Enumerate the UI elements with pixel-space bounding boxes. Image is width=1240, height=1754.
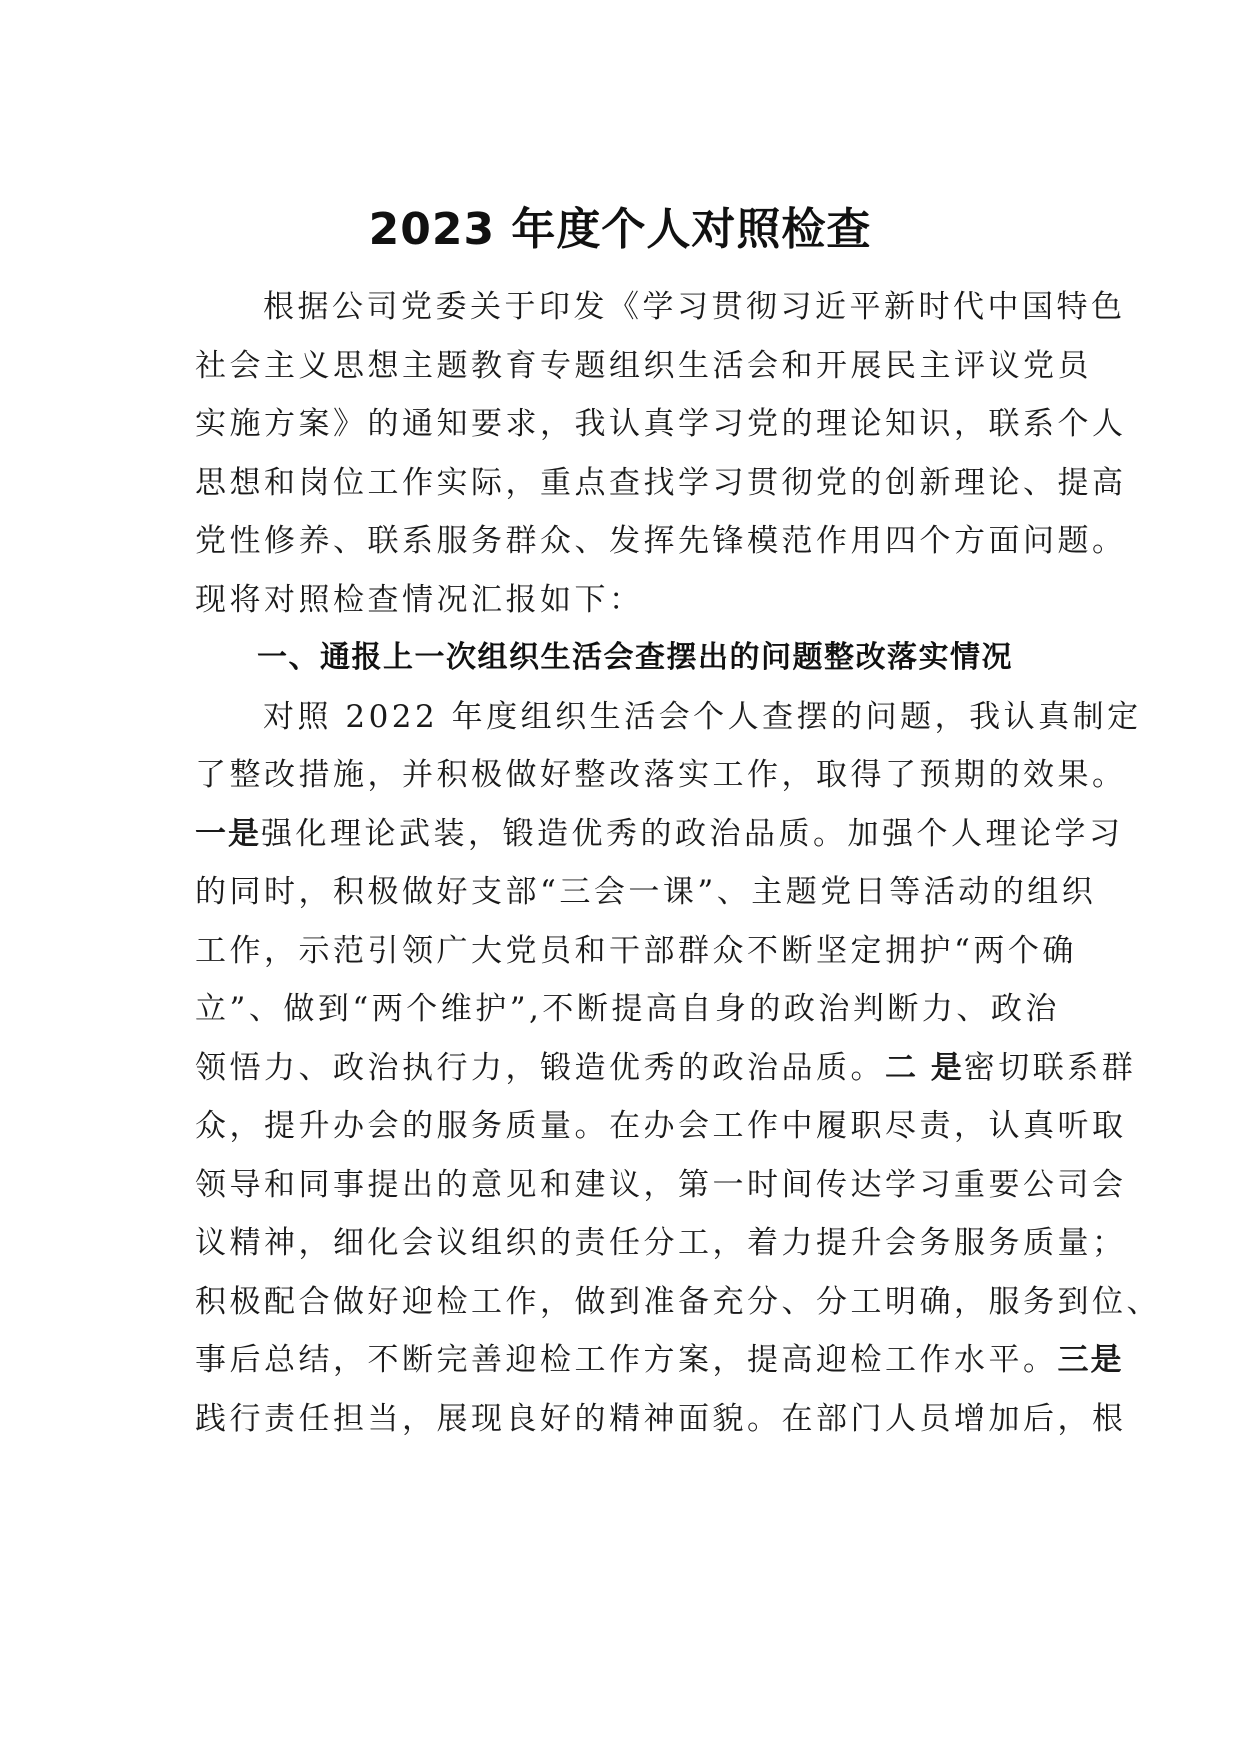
document-title: 2023 年度个人对照检查 [368,204,872,255]
intro-line: 现将对照检查情况汇报如下： [195,581,644,618]
paragraph-text: 强化理论武装，锻造优秀的政治品质。加强个人理论学习 [261,815,1124,852]
paragraph-text: 事后总结，不断完善迎检工作方案，提高迎检工作水平。 [195,1342,1058,1378]
intro-line: 党性修养、联系服务群众、发挥先锋模范作用四个方面问题。 [195,523,1127,559]
intro-line: 思想和岗位工作实际，重点查找学习贯彻党的创新理论、提高 [195,464,1127,501]
paragraph-line: 众，提升办会的服务质量。在办会工作中履职尽责，认真听取 [195,1108,1127,1144]
intro-line: 社会主义思想主题教育专题组织生活会和开展民主评议党员 [195,347,1092,384]
point-two-label: 二 是 [885,1049,964,1086]
paragraph-line: 践行责任担当，展现良好的精神面貌。在部门人员增加后，根 [195,1400,1127,1437]
point-three-label: 三是 [1057,1342,1124,1378]
paragraph-line: 积极配合做好迎检工作，做到准备充分、分工明确，服务到位、 [195,1283,1161,1320]
intro-line: 实施方案》的通知要求，我认真学习党的理论知识，联系个人 [195,406,1127,442]
paragraph-line: 议精神，细化会议组织的责任分工，着力提升会务服务质量； [195,1225,1127,1261]
point-one-label: 一是 [195,815,261,852]
paragraph-text: 领悟力、政治执行力，锻造优秀的政治品质。 [195,1049,885,1086]
intro-line: 根据公司党委关于印发《学习贯彻习近平新时代中国特色 [263,289,1126,325]
section-heading: 一、通报上一次组织生活会查摆出的问题整改落实情况 [257,640,1013,675]
paragraph-line [195,1039,1137,1098]
paragraph-line: 工作，示范引领广大党员和干部群众不断坚定拥护“两个确 [195,932,1077,969]
paragraph-line: 了整改措施，并积极做好整改落实工作，取得了预期的效果。 [195,757,1127,793]
paragraph-line: 的同时，积极做好支部“三会一课”、主题党日等活动的组织 [195,874,1097,910]
paragraph-line: 立”、做到“两个维护”,不断提高自身的政治判断力、政治 [195,991,1060,1027]
document-body [195,278,1161,1448]
paragraph-line [195,1331,1124,1390]
paragraph-line [195,805,1124,864]
paragraph-text: 密切联系群 [963,1049,1137,1086]
paragraph-line: 对照 2022 年度组织生活会个人查摆的问题，我认真制定 [263,698,1142,735]
paragraph-line: 领导和同事提出的意见和建议，第一时间传达学习重要公司会 [195,1166,1127,1203]
